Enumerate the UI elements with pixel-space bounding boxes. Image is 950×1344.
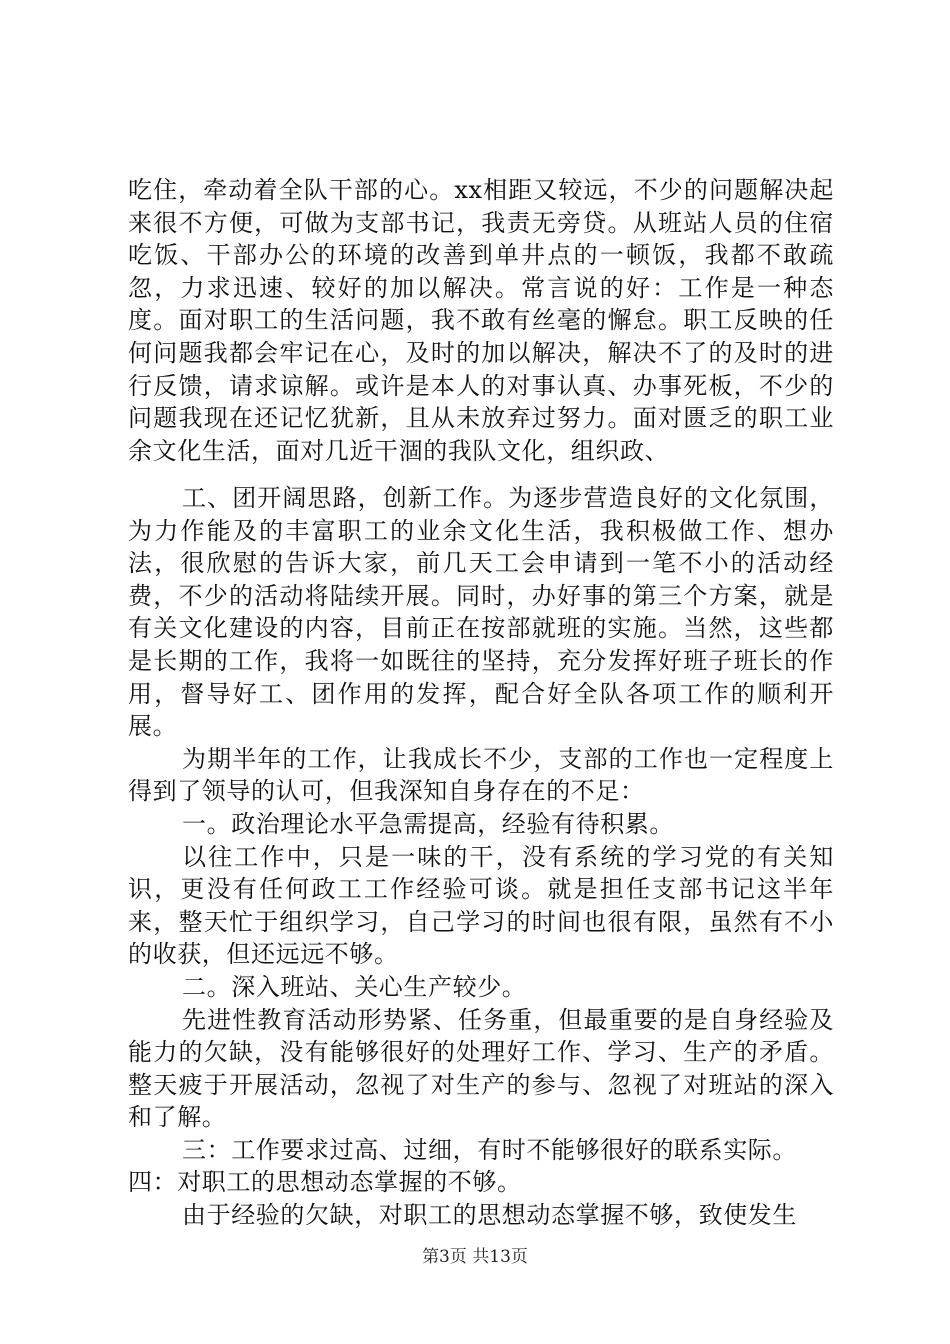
paragraph: 先进性教育活动形势紧、任务重，但最重要的是自身经验及能力的欠缺，没有能够很好的处理好工作、学习、生产的矛盾。整天疲于开展活动，忽视了对生产的参与、忽视了对班站的深入和了解。: [128, 1005, 834, 1132]
text-block-top: [128, 174, 834, 467]
section-heading: 二。深入班站、关心生产较少。: [182, 972, 527, 1001]
paragraph: 由于经验的欠缺，对职工的思想动态掌握不够，致使发生: [182, 1201, 797, 1230]
paragraph: 为期半年的工作，让我成长不少，支部的工作也一定程度上得到了领导的认可，但我深知自身存在的不足：: [128, 744, 834, 806]
section-heading: 四：对职工的思想动态掌握的不够。: [128, 1168, 522, 1197]
paragraph: 工、团开阔思路，创新工作。为逐步营造良好的文化氛围，为力作能及的丰富职工的业余文化生活，我积极做工作、想办法，很欣慰的告诉大家，前几天工会申请到一笔不小的活动经费，不少的活动将陆续开展。同时，办好事的第三个方案，就是有关文化建设的内容，目前正在按部就班的实施。当然，这些都是长期的工作，我将一如既往的坚持，充分发挥好班子班长的作用，督导好工、团作用的发挥，配合好全队各项工作的顺利开展。: [128, 484, 834, 741]
section-heading: 三：工作要求过高、过细，有时不能够很好的联系实际。: [182, 1135, 797, 1164]
text-block-main: [128, 482, 834, 1232]
section-heading: 一。政治理论水平急需提高，经验有待积累。: [182, 809, 674, 838]
page-footer: 第3页 共13页: [422, 1247, 528, 1267]
paragraph: 吃住，牵动着全队干部的心。xx相距又较远，不少的问题解决起来很不方便，可做为支部书记，我责无旁贷。从班站人员的住宿吃饭、干部办公的环境的改善到单井点的一顿饭，我都不敢疏忽，力求迅速、较好的加以解决。常言说的好：工作是一种态度。面对职工的生活问题，我不敢有丝毫的懈怠。职工反映的任何问题我都会牢记在心，及时的加以解决，解决不了的及时的进行反馈，请求谅解。或许是本人的对事认真、办事死板，不少的问题我现在还记忆犹新，且从未放弃过努力。面对匮乏的职工业余文化生活，面对几近干涸的我队文化，组织政、: [128, 176, 834, 465]
paragraph: 以往工作中，只是一味的干，没有系统的学习党的有关知识，更没有任何政工工作经验可谈。就是担任支部书记这半年来，整天忙于组织学习，自己学习的时间也很有限，虽然有不小的收获，但还远远不够。: [128, 842, 834, 969]
